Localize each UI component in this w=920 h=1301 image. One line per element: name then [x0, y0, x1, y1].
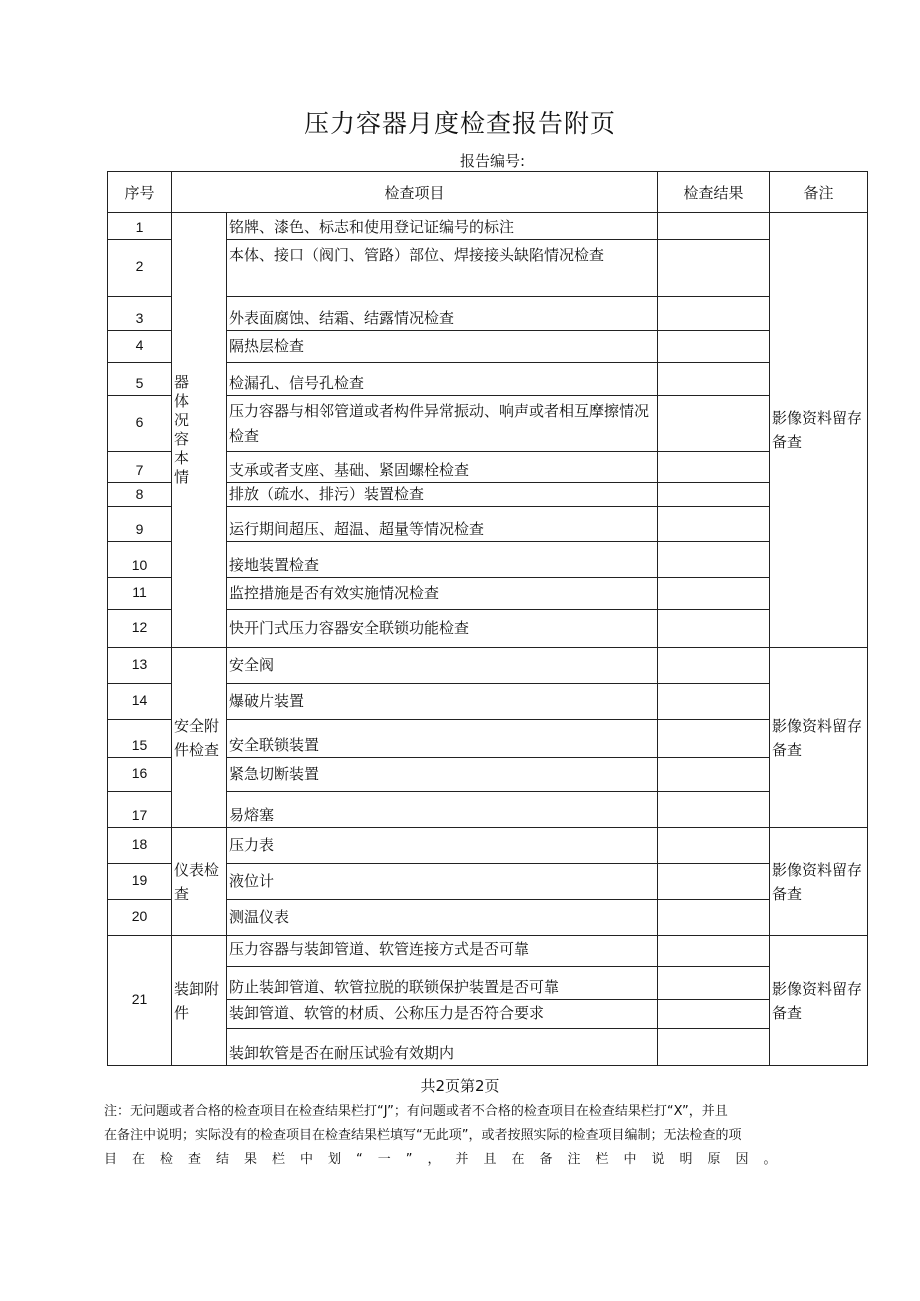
result-cell[interactable] [658, 648, 770, 684]
remark-cell: 影像资料留存备查 [770, 213, 868, 648]
remark-cell: 影像资料留存备查 [770, 648, 868, 828]
result-cell[interactable] [658, 331, 770, 363]
note-line-last: 目在检查结果栏中划“一”，并且在备注栏中说明原因。 [104, 1152, 792, 1167]
item-cell: 快开门式压力容器安全联锁功能检查 [227, 610, 658, 648]
report-number-label: 报告编号: [460, 152, 526, 170]
item-cell: 安全联锁装置 [227, 720, 658, 758]
row-number: 4 [108, 331, 172, 363]
item-cell: 装卸软管是否在耐压试验有效期内 [227, 1029, 658, 1066]
remark-cell: 影像资料留存备查 [770, 936, 868, 1066]
item-cell: 爆破片装置 [227, 684, 658, 720]
item-cell: 压力容器与装卸管道、软管连接方式是否可靠 [227, 936, 658, 967]
row-number: 14 [108, 684, 172, 720]
result-cell[interactable] [658, 542, 770, 578]
table-header-row [108, 172, 868, 213]
result-cell[interactable] [658, 900, 770, 936]
note-line [104, 1148, 870, 1172]
row-number: 21 [108, 936, 172, 1066]
result-cell[interactable] [658, 684, 770, 720]
result-cell[interactable] [658, 1029, 770, 1066]
result-cell[interactable] [658, 758, 770, 792]
row-number: 7 [108, 452, 172, 483]
item-cell: 装卸管道、软管的材质、公称压力是否符合要求 [227, 1000, 658, 1029]
result-cell[interactable] [658, 297, 770, 331]
result-cell[interactable] [658, 396, 770, 452]
result-cell[interactable] [658, 213, 770, 240]
note-block [104, 1100, 870, 1172]
row-number: 15 [108, 720, 172, 758]
row-number: 5 [108, 363, 172, 396]
category-cell: 装卸附件 [172, 936, 227, 1066]
category-label: 器体况容本情 [174, 373, 190, 486]
row-number: 18 [108, 828, 172, 864]
item-cell: 压力表 [227, 828, 658, 864]
result-cell[interactable] [658, 610, 770, 648]
page-footer: 共2页第2页 [420, 1077, 500, 1095]
row-number: 19 [108, 864, 172, 900]
item-cell: 支承或者支座、基础、紧固螺栓检查 [227, 452, 658, 483]
result-cell[interactable] [658, 967, 770, 1000]
row-number: 6 [108, 396, 172, 452]
item-cell: 运行期间超压、超温、超量等情况检查 [227, 507, 658, 542]
item-cell: 液位计 [227, 864, 658, 900]
inspection-table [107, 171, 868, 1066]
row-number: 1 [108, 213, 172, 240]
header-result: 检查结果 [658, 172, 770, 213]
row-number: 16 [108, 758, 172, 792]
note-line: 注：无问题或者合格的检查项目在检查结果栏打“J”；有问题或者不合格的检查项目在检查结果栏打“X”，并且 [104, 1104, 728, 1119]
header-item: 检查项目 [172, 172, 658, 213]
item-cell: 压力容器与相邻管道或者构件异常振动、响声或者相互摩擦情况检查 [227, 396, 658, 452]
item-cell: 本体、接口（阀门、管路）部位、焊接接头缺陷情况检查 [227, 240, 658, 297]
row-number: 3 [108, 297, 172, 331]
item-cell: 防止装卸管道、软管拉脱的联锁保护装置是否可靠 [227, 967, 658, 1000]
row-number: 10 [108, 542, 172, 578]
row-number: 9 [108, 507, 172, 542]
table-row [108, 828, 868, 864]
row-number: 8 [108, 483, 172, 507]
result-cell[interactable] [658, 507, 770, 542]
item-cell: 检漏孔、信号孔检查 [227, 363, 658, 396]
row-number: 13 [108, 648, 172, 684]
category-cell [172, 213, 227, 648]
header-remark: 备注 [770, 172, 868, 213]
item-cell: 监控措施是否有效实施情况检查 [227, 578, 658, 610]
category-cell: 仪表检查 [172, 828, 227, 936]
item-cell: 外表面腐蚀、结霜、结露情况检查 [227, 297, 658, 331]
result-cell[interactable] [658, 720, 770, 758]
result-cell[interactable] [658, 828, 770, 864]
result-cell[interactable] [658, 240, 770, 297]
page-title: 压力容器月度检查报告附页 [303, 109, 616, 138]
table-row [108, 213, 868, 240]
result-cell[interactable] [658, 936, 770, 967]
item-cell: 易熔塞 [227, 792, 658, 828]
table-row [108, 936, 868, 967]
item-cell: 紧急切断装置 [227, 758, 658, 792]
item-cell: 接地装置检查 [227, 542, 658, 578]
row-number: 20 [108, 900, 172, 936]
result-cell[interactable] [658, 578, 770, 610]
row-number: 2 [108, 240, 172, 297]
result-cell[interactable] [658, 452, 770, 483]
result-cell[interactable] [658, 1000, 770, 1029]
item-cell: 安全阀 [227, 648, 658, 684]
row-number: 17 [108, 792, 172, 828]
item-cell: 铭牌、漆色、标志和使用登记证编号的标注 [227, 213, 658, 240]
result-cell[interactable] [658, 864, 770, 900]
note-line: 在备注中说明；实际没有的检查项目在检查结果栏填写“无此项”，或者按照实际的检查项目编制；无法检查的项 [104, 1128, 742, 1143]
table-row [108, 648, 868, 684]
item-cell: 测温仪表 [227, 900, 658, 936]
header-no: 序号 [108, 172, 172, 213]
item-cell: 排放（疏水、排污）装置检查 [227, 483, 658, 507]
row-number: 12 [108, 610, 172, 648]
category-cell: 安全附件检查 [172, 648, 227, 828]
result-cell[interactable] [658, 363, 770, 396]
result-cell[interactable] [658, 483, 770, 507]
row-number: 11 [108, 578, 172, 610]
result-cell[interactable] [658, 792, 770, 828]
item-cell: 隔热层检查 [227, 331, 658, 363]
remark-cell: 影像资料留存备查 [770, 828, 868, 936]
